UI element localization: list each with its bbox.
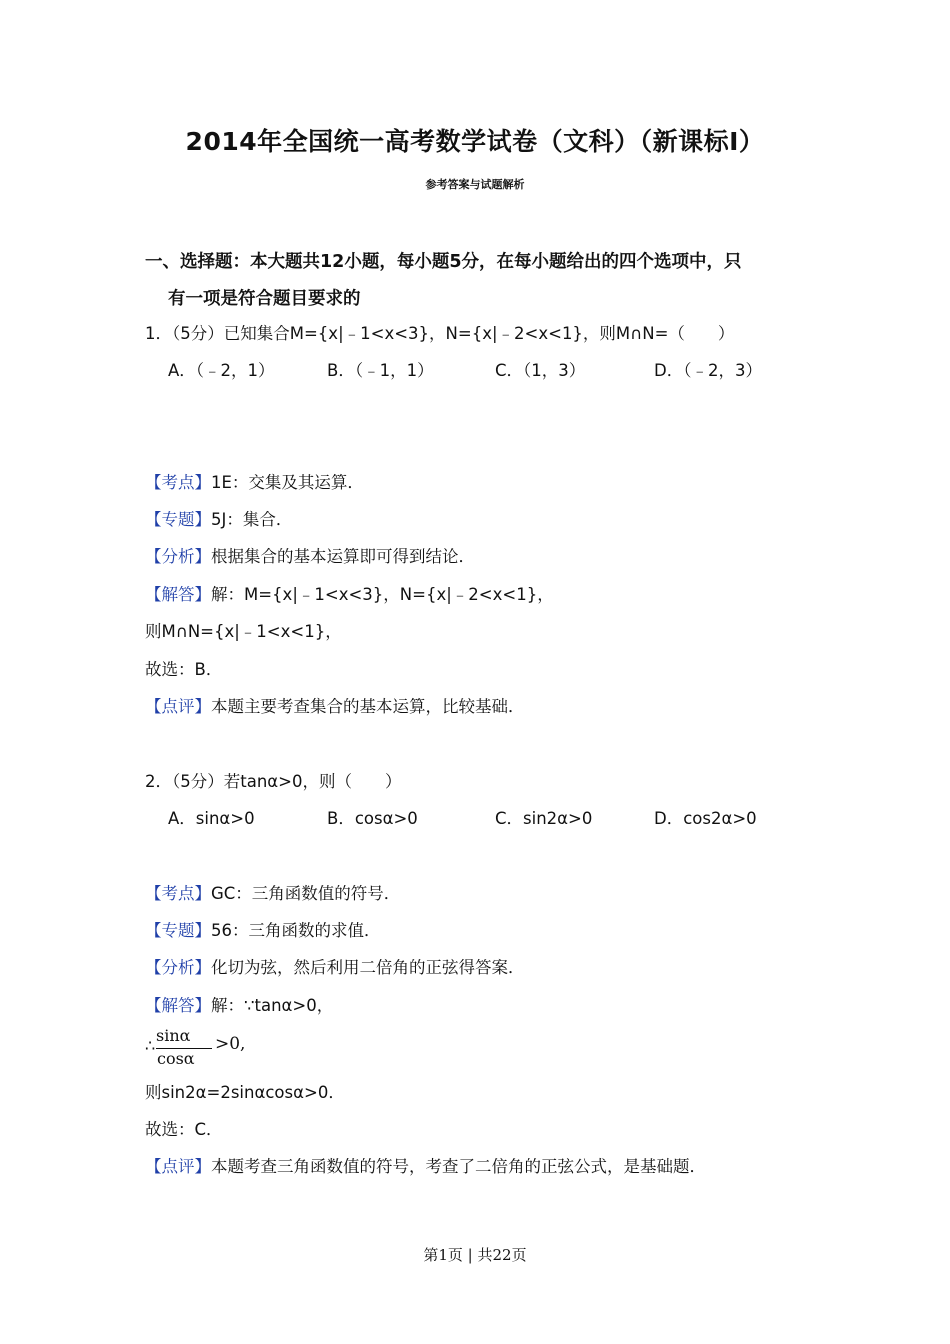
q1-fenxi-tag: 【分析】 — [145, 547, 211, 566]
q2-kaodian — [145, 883, 400, 905]
q2-answer: 故选：C． — [145, 1120, 223, 1139]
q1-dianping-text: 本题主要考查集合的基本运算，比较基础． — [211, 697, 525, 716]
q1-jieda-tag: 【解答】 — [145, 585, 211, 604]
q1-zhuanti — [145, 509, 292, 531]
q1-jieda-text: 解：M={x|﹣1<x<3}，N={x|﹣2<x<1}， — [211, 585, 554, 604]
q2-kaodian-tag: 【考点】 — [145, 884, 211, 903]
q1-kaodian-tag: 【考点】 — [145, 473, 211, 492]
q1-fenxi — [145, 546, 475, 568]
section-heading-line2: 有一项是符合题目要求的 — [168, 289, 361, 309]
q1-option-d: D．（﹣2，3） — [654, 361, 762, 380]
q1-dianping-tag: 【点评】 — [145, 697, 211, 716]
q1-answer: 故选：B． — [145, 660, 223, 679]
q2-kaodian-text: GC：三角函数值的符号． — [211, 884, 401, 903]
q1-option-a: A．（﹣2，1） — [168, 361, 275, 380]
q2-dianping — [145, 1156, 706, 1178]
q2-fraction-expression — [145, 1026, 265, 1070]
q1-kaodian-text: 1E：交集及其运算． — [211, 473, 364, 492]
fraction-numerator: sinα — [156, 1026, 191, 1045]
fraction-relation: >0, — [215, 1034, 246, 1054]
page-title: 2014年全国统一高考数学试卷（文科）（新课标Ⅰ） — [185, 127, 765, 156]
section-heading-line1: 一、选择题：本大题共12小题，每小题5分，在每小题给出的四个选项中，只 — [145, 252, 742, 272]
q2-option-a: A．sinα>0 — [168, 809, 255, 828]
q2-jieda-tag: 【解答】 — [145, 996, 211, 1015]
q1-dianping — [145, 696, 525, 718]
q1-option-c: C．（1，3） — [495, 361, 586, 380]
q2-fenxi — [145, 957, 525, 979]
q2-fenxi-text: 化切为弦，然后利用二倍角的正弦得答案． — [211, 958, 525, 977]
q1-zhuanti-text: 5J：集合． — [211, 510, 293, 529]
q1-jieda — [145, 584, 554, 606]
fraction-denominator: cosα — [157, 1049, 195, 1068]
q2-jieda — [145, 995, 333, 1017]
q2-jieda-text: 解：∵tanα>0， — [211, 996, 334, 1015]
q1-option-b: B．（﹣1，1） — [327, 361, 434, 380]
q2-dianping-tag: 【点评】 — [145, 1157, 211, 1176]
q2-stem: 2．（5分）若tanα>0，则（ ） — [145, 772, 402, 791]
q2-step: 则sin2α=2sinαcosα>0． — [145, 1083, 345, 1102]
q1-kaodian — [145, 472, 364, 494]
q1-step: 则M∩N={x|﹣1<x<1}， — [145, 622, 342, 641]
section-heading — [145, 244, 805, 318]
page-footer: 第1页 | 共22页 — [423, 1246, 527, 1264]
q2-fenxi-tag: 【分析】 — [145, 958, 211, 977]
q1-fenxi-text: 根据集合的基本运算即可得到结论． — [211, 547, 475, 566]
therefore-symbol: ∴ — [145, 1036, 156, 1055]
q2-zhuanti-text: 56：三角函数的求值． — [211, 921, 381, 940]
q2-option-b: B．cosα>0 — [327, 809, 418, 828]
q1-zhuanti-tag: 【专题】 — [145, 510, 211, 529]
q2-dianping-text: 本题考查三角函数值的符号，考查了二倍角的正弦公式，是基础题． — [211, 1157, 706, 1176]
q2-option-d: D．cos2α>0 — [654, 809, 757, 828]
page-subtitle: 参考答案与试题解析 — [425, 178, 525, 191]
q2-option-c: C．sin2α>0 — [495, 809, 593, 828]
q2-zhuanti — [145, 920, 381, 942]
q2-zhuanti-tag: 【专题】 — [145, 921, 211, 940]
q1-stem: 1．（5分）已知集合M={x|﹣1<x<3}，N={x|﹣2<x<1}，则M∩N=（ ） — [145, 324, 735, 343]
